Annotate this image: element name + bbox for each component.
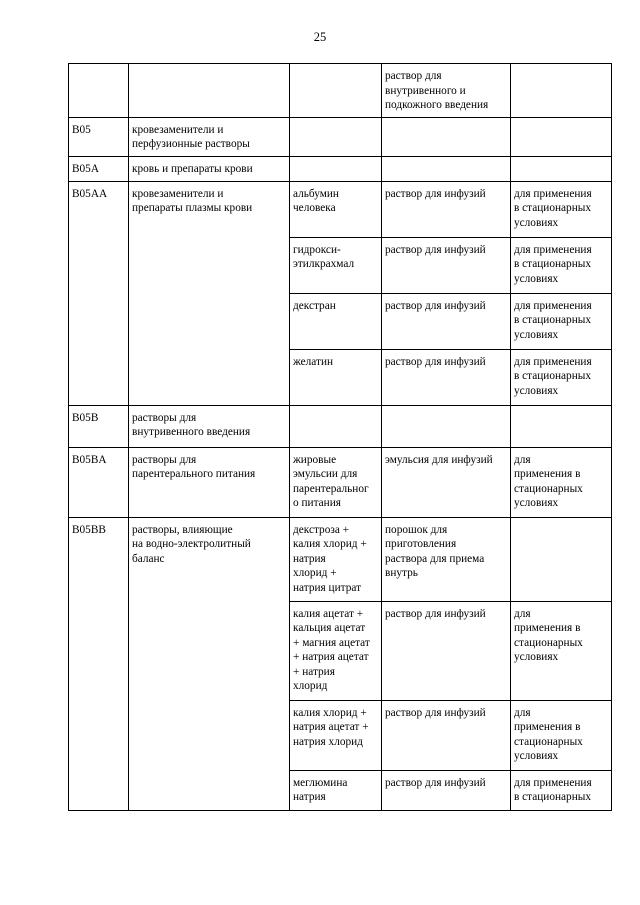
- drug-table: [68, 63, 612, 811]
- note-cell: для применения в стационарных условиях: [511, 181, 612, 237]
- table-row: [69, 405, 612, 447]
- group-cell: растворы для парентерального питания: [129, 447, 290, 517]
- drug-cell: меглюмина натрия: [290, 770, 382, 810]
- table-row: [69, 447, 612, 517]
- table-row: [69, 117, 612, 156]
- atc-code-cell: B05B: [69, 405, 129, 447]
- form-cell: раствор для инфузий: [382, 293, 511, 349]
- note-cell: [511, 64, 612, 118]
- form-cell: эмульсия для инфузий: [382, 447, 511, 517]
- drug-cell: калия хлорид + натрия ацетат + натрия хлорид: [290, 700, 382, 770]
- drug-cell: альбумин человека: [290, 181, 382, 237]
- form-cell: [382, 117, 511, 156]
- form-cell: [382, 156, 511, 181]
- note-cell: [511, 405, 612, 447]
- drug-cell: калия ацетат + кальция ацетат + магния ацетат + натрия ацетат + натрия хлорид: [290, 601, 382, 700]
- table-row: [69, 64, 612, 118]
- form-cell: порошок для приготовления раствора для приема внутрь: [382, 517, 511, 601]
- form-cell: [382, 405, 511, 447]
- form-cell: раствор для внутривенного и подкожного введения: [382, 64, 511, 118]
- note-cell: [511, 156, 612, 181]
- drug-cell: декстроза + калия хлорид + натрия хлорид + натрия цитрат: [290, 517, 382, 601]
- note-cell: для применения в стационарных условиях: [511, 601, 612, 700]
- form-cell: раствор для инфузий: [382, 770, 511, 810]
- table-row: [69, 517, 612, 601]
- drug-cell: гидрокси- этилкрахмал: [290, 237, 382, 293]
- table-row: [69, 181, 612, 237]
- atc-code-cell: B05BB: [69, 517, 129, 810]
- group-cell: [129, 64, 290, 118]
- note-cell: [511, 517, 612, 601]
- drug-cell: желатин: [290, 349, 382, 405]
- form-cell: раствор для инфузий: [382, 700, 511, 770]
- note-cell: для применения в стационарных условиях: [511, 293, 612, 349]
- atc-code-cell: [69, 64, 129, 118]
- table-row: [69, 156, 612, 181]
- drug-cell: декстран: [290, 293, 382, 349]
- group-cell: кровезаменители и перфузионные растворы: [129, 117, 290, 156]
- note-cell: для применения в стационарных: [511, 770, 612, 810]
- form-cell: раствор для инфузий: [382, 237, 511, 293]
- form-cell: раствор для инфузий: [382, 601, 511, 700]
- form-cell: раствор для инфузий: [382, 181, 511, 237]
- drug-cell: [290, 405, 382, 447]
- note-cell: для применения в стационарных условиях: [511, 700, 612, 770]
- note-cell: для применения в стационарных условиях: [511, 349, 612, 405]
- note-cell: для применения в стационарных условиях: [511, 447, 612, 517]
- group-cell: кровезаменители и препараты плазмы крови: [129, 181, 290, 405]
- group-cell: растворы, влияющие на водно-электролитный баланс: [129, 517, 290, 810]
- group-cell: кровь и препараты крови: [129, 156, 290, 181]
- note-cell: [511, 117, 612, 156]
- atc-code-cell: B05: [69, 117, 129, 156]
- atc-code-cell: B05BA: [69, 447, 129, 517]
- drug-cell: [290, 64, 382, 118]
- atc-code-cell: B05A: [69, 156, 129, 181]
- note-cell: для применения в стационарных условиях: [511, 237, 612, 293]
- page-number: 25: [313, 30, 327, 44]
- drug-cell: [290, 117, 382, 156]
- form-cell: раствор для инфузий: [382, 349, 511, 405]
- drug-cell: жировые эмульсии для парентеральног о питания: [290, 447, 382, 517]
- drug-cell: [290, 156, 382, 181]
- group-cell: растворы для внутривенного введения: [129, 405, 290, 447]
- atc-code-cell: B05AA: [69, 181, 129, 405]
